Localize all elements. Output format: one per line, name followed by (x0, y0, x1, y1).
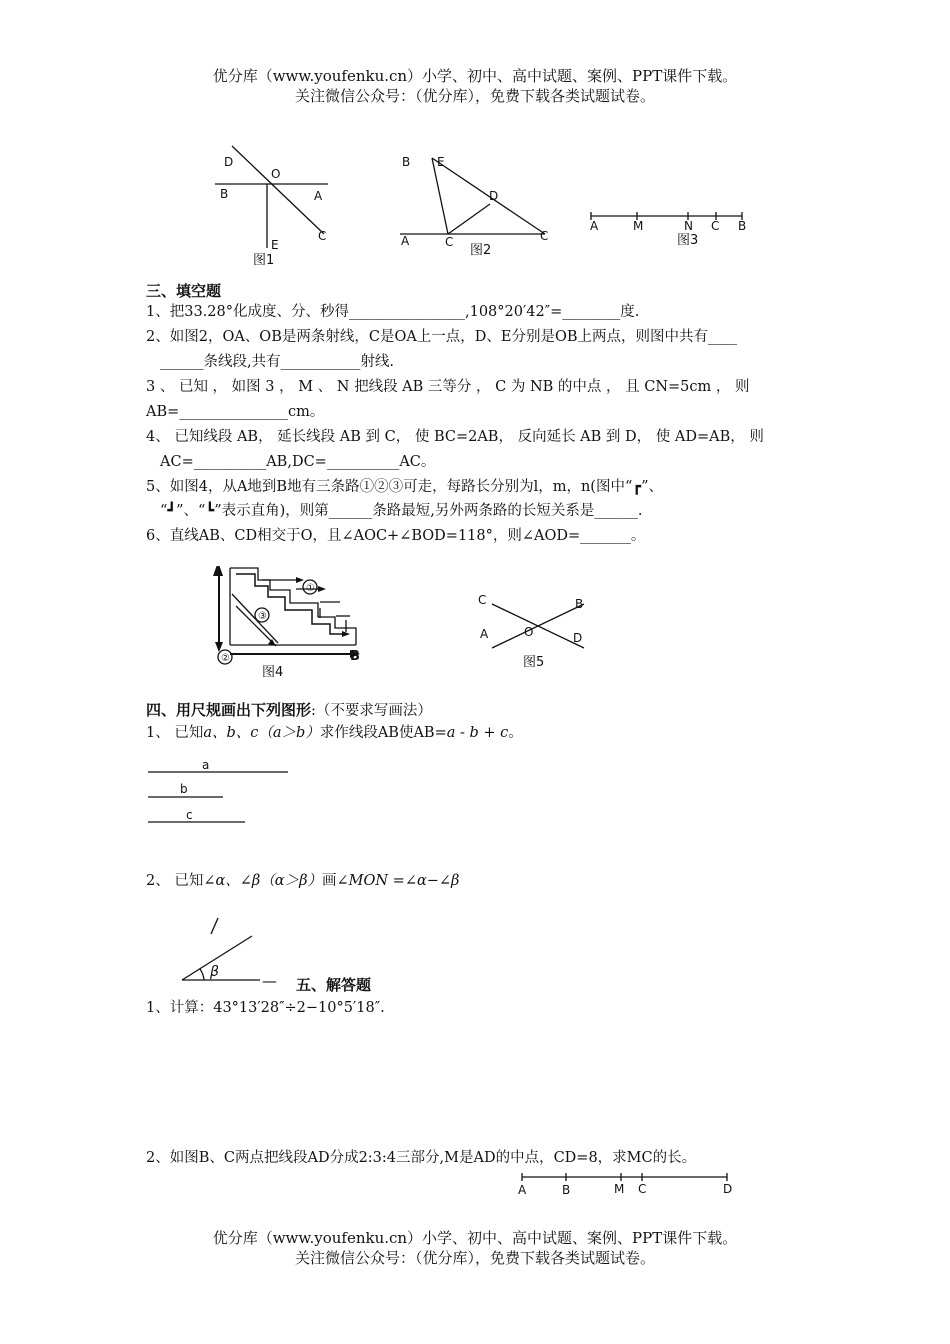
section4-q1-prefix: 1、 已知 (146, 725, 204, 741)
section4-q2-expr: MON =∠α−∠β (348, 873, 460, 889)
section4-q1-expr: a - b + c (446, 725, 509, 741)
fig2-label-E: E (437, 155, 445, 169)
fig5-label-O: O (524, 625, 534, 639)
fig2-segment-cd (448, 204, 490, 234)
section4-q1-end: 。 (508, 725, 523, 741)
footer-line-2: 关注微信公众号：（优分库），免费下载各类试题试卷。 (294, 1249, 655, 1267)
fig1-label-C: C (318, 229, 327, 243)
section3-q2-line1: 2、如图2，OA、OB是两条射线，C是OA上一点，D、E分别是OB上两点，则图中共有____ (146, 329, 738, 345)
segment-a-label: a (202, 758, 210, 772)
fig1-caption: 图1 (253, 253, 275, 268)
section5-title: 五、解答题 (296, 976, 372, 994)
fig3-label-A: A (590, 219, 599, 233)
section3-q3-line2: AB=_______________cm。 (146, 404, 325, 420)
fig2-label-D: D (489, 189, 499, 203)
header-line-1: 优分库（www.youfenku.cn）小学、初中、高中试题、案例、PPT课件下载。 (212, 67, 738, 85)
section4-q2-prefix: 2、 已知∠ (146, 873, 216, 889)
line-ad-label-D: D (723, 1182, 733, 1196)
section3-q5-line2: “┛”、“┗”表示直角)，则第______条路最短,另外两条路的长短关系是______. (160, 503, 643, 519)
fig5-label-B: B (575, 597, 584, 611)
fig1-line-dc (232, 146, 324, 234)
section3-q4-line2: AC=__________AB,DC=__________AC。 (160, 454, 436, 470)
fig3-label-N: N (684, 219, 693, 233)
section5-q1: 1、计算：43°13′28″÷2−10°5′18″. (146, 1000, 385, 1016)
line-ad-label-M: M (614, 1182, 625, 1196)
footer-line-1: 优分库（www.youfenku.cn）小学、初中、高中试题、案例、PPT课件下载。 (212, 1229, 738, 1247)
section4-q1-vars: a、b、c（a＞b） (203, 725, 320, 741)
segment-b-label: b (180, 782, 188, 796)
fig5-label-C: C (478, 593, 487, 607)
line-ad-label-A: A (518, 1183, 527, 1197)
fig4-label-2: ② (221, 653, 230, 664)
fig1-label-A: A (314, 189, 323, 203)
angle-beta-arc (200, 969, 204, 980)
fig1-label-E: E (271, 238, 279, 252)
section3-q1: 1、把33.28°化成度、分、秒得________________,108°20′42″=________度. (146, 304, 640, 320)
angle-beta-label: β (210, 964, 219, 980)
section4-q2-vars: α、∠β（α＞β） (215, 873, 322, 889)
section4-q2 (146, 871, 459, 891)
line-ad-label-B: B (562, 1183, 571, 1197)
section3-q3-line1: 3 、 已知 ， 如图 3 ， M 、 N 把线段 AB 三等分 ， C 为 NB 的中点 ， 且 CN=5cm ， 则 (146, 379, 750, 395)
section5-dash: — (262, 972, 277, 990)
fig4-label-A: A (213, 565, 224, 580)
section3-q4-line1: 4、 已知线段 AB， 延长线段 AB 到 C， 使 BC=2AB， 反向延长 AB 到 D， 使 AD=AB， 则 (146, 429, 764, 445)
fig2-label-C2: C (540, 229, 549, 243)
section3-title: 三、填空题 (146, 282, 222, 300)
header-line-2: 关注微信公众号：（优分库），免费下载各类试题试卷。 (294, 87, 655, 105)
section3-q5-line1: 5、如图4，从A地到B地有三条路①②③可走，每路长分别为l，m，n(图中“┏”、 (146, 479, 664, 495)
fig3-label-M: M (633, 219, 644, 233)
fig4-route-3 (232, 594, 278, 643)
segment-c-label: c (186, 808, 193, 822)
fig4-caption: 图4 (262, 665, 284, 680)
fig2-label-B: B (402, 155, 411, 169)
fig4-route-1 (236, 574, 348, 634)
fig4-label-B: B (350, 649, 360, 664)
fig1-label-D: D (224, 155, 234, 169)
fig1-label-O: O (271, 167, 281, 181)
fig5-label-A: A (480, 627, 489, 641)
fig3-caption: 图3 (677, 233, 699, 248)
fig3-label-C: C (711, 219, 720, 233)
fig4-label-3: ③ (258, 611, 267, 622)
fig2-segment-ec (432, 158, 448, 234)
fig5-label-D: D (573, 631, 583, 645)
fig3-label-B: B (738, 219, 747, 233)
line-ad-label-C: C (638, 1182, 647, 1196)
fig2-label-A: A (401, 234, 410, 248)
section3-q6: 6、直线AB、CD相交于O，且∠AOC+∠BOD=118°，则∠AOD=_______。 (146, 528, 646, 544)
fig1-label-B: B (220, 187, 229, 201)
section4-title: 四、用尺规画出下列图形 (146, 701, 312, 719)
section3-q2-line2: ______条线段,共有___________射线. (160, 354, 394, 370)
section4-title-note: :（不要求写画法） (311, 703, 432, 719)
section4-q2-mid: 画∠ (321, 873, 349, 889)
fig4-label-1: ① (306, 583, 315, 594)
section4-q1 (146, 723, 523, 743)
section4-q1-mid: 求作线段AB使AB= (319, 725, 447, 741)
angle-alpha-fragment (211, 918, 218, 934)
section5-q2: 2、如图B、C两点把线段AD分成2:3:4三部分,M是AD的中点，CD=8，求MC的长。 (146, 1150, 697, 1166)
fig2-caption: 图2 (470, 243, 492, 258)
fig2-label-C: C (445, 235, 454, 249)
section4-title-row (146, 700, 432, 721)
fig5-caption: 图5 (523, 655, 545, 670)
